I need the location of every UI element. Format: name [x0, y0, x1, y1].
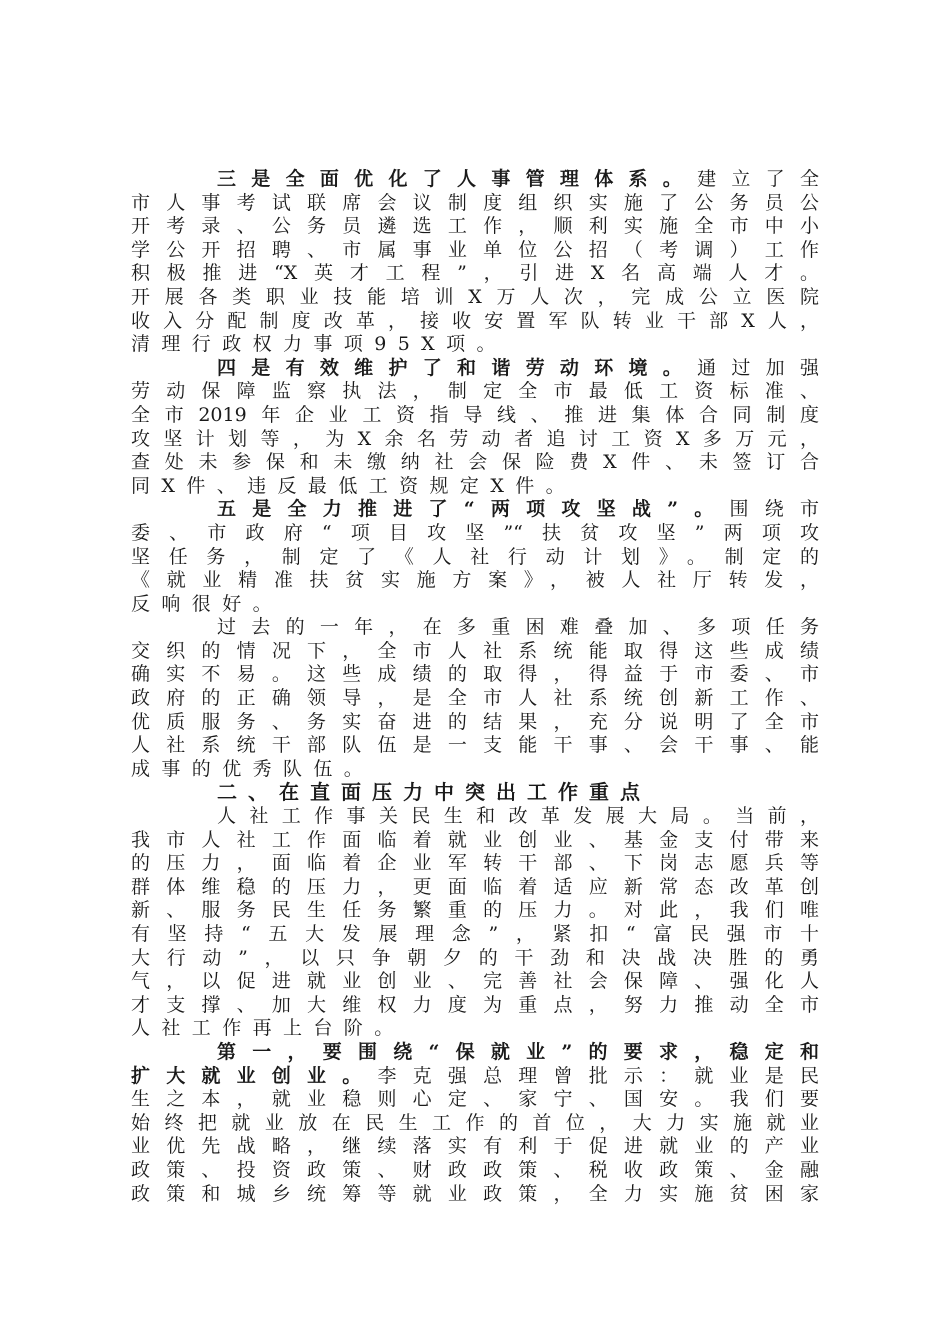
text-line: 才支撑、加大维权力度为重点，努力推动全市: [131, 993, 819, 1016]
text-line: 查处未参保和未缴纳社会保险费X件、未签订合: [131, 451, 819, 474]
text-line: 《就业精准扶贫实施方案》，被人社厅转发，: [131, 569, 819, 592]
text-line: 开考录、公务员遴选工作，顺利实施全市中小: [131, 215, 819, 238]
text-line: 攻坚计划等，为X余名劳动者追讨工资X多万元，: [131, 427, 819, 450]
text-line: 扩大就业创业。李克强总理曾批示：就业是民: [131, 1064, 819, 1087]
text-line: 人社系统干部队伍是一支能干事、会干事、能: [131, 734, 819, 757]
text-line: 人社工作事关民生和改革发展大局。当前，: [217, 805, 819, 828]
paragraph-6: [131, 616, 819, 781]
text-line: 同X件、违反最低工资规定X件。: [131, 474, 577, 497]
document-body: [131, 168, 819, 1206]
text-line: 市人事考试联席会议制度组织实施了公务员公: [131, 191, 819, 214]
text-line: 收入分配制度改革，接收安置军队转业干部X人，: [131, 309, 819, 332]
text-line: 四是有效维护了和谐劳动环境。通过加强: [217, 356, 819, 379]
text-line: 大行动”，以只争朝夕的干劲和决战决胜的勇: [131, 946, 819, 969]
paragraph-4: [131, 357, 819, 499]
text-line: 人社工作再上台阶。: [131, 1017, 405, 1040]
text-line: 群体维稳的压力，更面临着适应新常态改革创: [131, 875, 819, 898]
text-line: 我市人社工作面临着就业创业、基金支付带来: [131, 828, 819, 851]
text-line: 优质服务、务实奋进的结果，充分说明了全市: [131, 710, 819, 733]
text-line: 第一，要围绕“保就业”的要求，稳定和: [217, 1040, 819, 1063]
text-line: 政策和城乡统筹等就业政策，全力实施贫困家: [131, 1182, 819, 1205]
text-line: 有坚持“五大发展理念”，紧扣“富民强市十: [131, 923, 819, 945]
text-line: 过去的一年，在多重困难叠加、多项任务: [217, 616, 819, 639]
text-line: 政策、投资政策、财政政策、税收政策、金融: [131, 1158, 819, 1181]
section-heading: [131, 781, 819, 805]
text-line: 成事的优秀队伍。: [131, 757, 375, 780]
heading-text: 二、在直面压力中突出工作重点: [217, 781, 651, 805]
text-line: 的压力，面临着企业军转干部、下岗志愿兵等: [131, 852, 819, 875]
text-line: 业优先战略，继续落实有利于促进就业的产业: [131, 1135, 819, 1158]
text-line: 全市2019年企业工资指导线、推进集体合同制度: [131, 403, 819, 426]
paragraph-7: [131, 805, 819, 1041]
text-line: 三是全面优化了人事管理体系。建立了全: [217, 168, 819, 190]
paragraph-5: [131, 498, 819, 616]
text-line: 政府的正确领导，是全市人社系统创新工作、: [131, 687, 819, 710]
text-line: 确实不易。这些成绩的取得，得益于市委、市: [131, 663, 819, 686]
paragraph-8: [131, 1041, 819, 1206]
text-line: 坚任务，制定了《人社行动计划》。制定的: [131, 545, 819, 568]
text-line: 清理行政权力事项95X项。: [131, 333, 507, 356]
text-line: 积极推进“X英才工程”，引进X名高端人才。: [131, 262, 819, 285]
text-line: 五是全力推进了“两项攻坚战”。围绕市: [217, 498, 819, 521]
text-line: 委、市政府“项目攻坚”“扶贫攻坚”两项攻: [131, 521, 819, 544]
text-line: 生之本，就业稳则心定、家宁、国安。我们要: [131, 1088, 819, 1111]
text-line: 反响很好。: [131, 592, 284, 615]
text-line: 劳动保障监察执法，制定全市最低工资标准、: [131, 380, 819, 403]
text-line: 始终把就业放在民生工作的首位，大力实施就业: [131, 1111, 819, 1134]
paragraph-3: [131, 168, 819, 357]
text-line: 交织的情况下，全市人社系统能取得这些成绩: [131, 639, 819, 662]
text-line: 学公开招聘、市属事业单位公招（考调）工作: [131, 238, 819, 261]
text-line: 开展各类职业技能培训X万人次，完成公立医院: [131, 285, 819, 308]
text-line: 气，以促进就业创业、完善社会保障、强化人: [131, 970, 819, 993]
text-line: 新、服务民生任务繁重的压力。对此，我们唯: [131, 899, 819, 922]
